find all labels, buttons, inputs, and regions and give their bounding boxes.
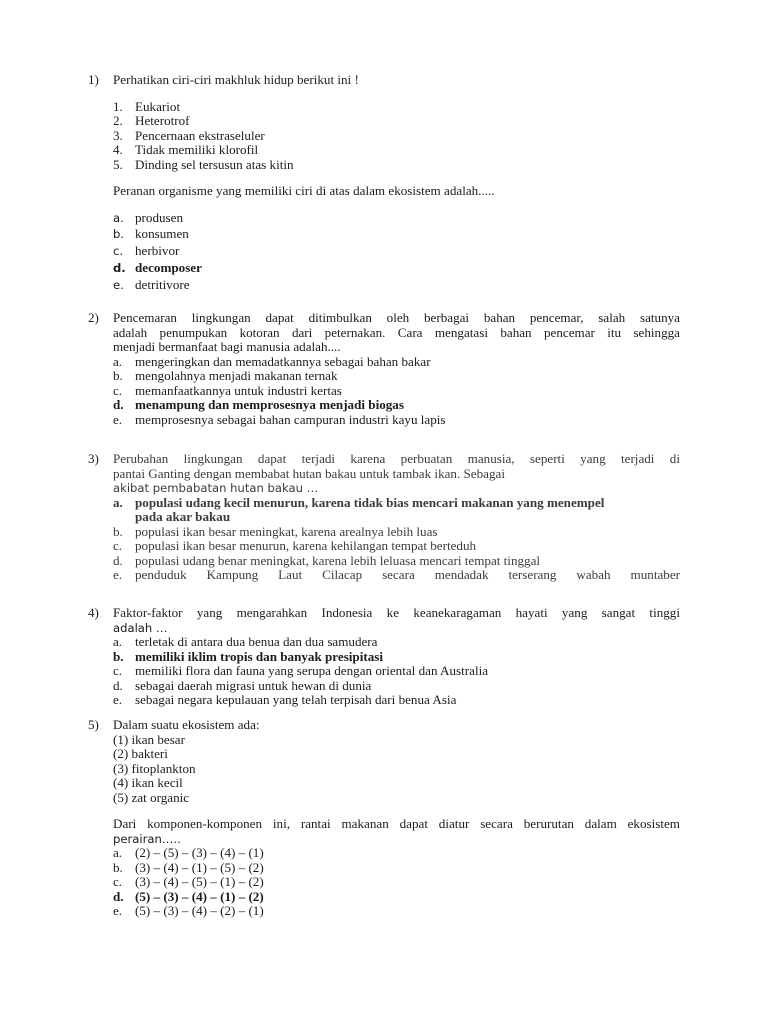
answer-option-b[interactable]: b. konsumen — [113, 226, 189, 242]
answer-option-e[interactable]: e. sebagai negara kepulauan yang telah terpisah dari benua Asia — [113, 692, 457, 707]
question-text: Peranan organisme yang memiliki ciri di atas dalam ekosistem adalah..... — [113, 183, 495, 198]
answer-option-c[interactable]: c. memanfaatkannya untuk industri kertas — [113, 382, 342, 398]
question-stem-line: Dari komponen-komponen ini, rantai makanan dapat diatur secara berurutan dalam ekosistem — [113, 816, 680, 831]
list-item: (3) fitoplankton — [113, 760, 196, 776]
question-stem-line: Pencemaran lingkungan dapat ditimbulkan oleh berbagai bahan pencemar, salah satunya — [113, 310, 680, 325]
question-number: 3) — [88, 451, 99, 466]
list-item: (4) ikan kecil — [113, 775, 183, 790]
list-item: 2. Heterotrof — [113, 113, 190, 128]
question-stem-line: Faktor-faktor yang mengarahkan Indonesia ke keanekaragaman hayati yang sangat tinggi — [113, 605, 680, 620]
question-stem-line: Perubahan lingkungan dapat terjadi karena perbuatan manusia, seperti yang terjadi di — [113, 451, 680, 466]
answer-option-b[interactable]: b. mengolahnya menjadi makanan ternak — [113, 368, 338, 383]
list-item: 3. Pencernaan ekstraseluler — [113, 127, 265, 143]
list-item: (5) zat organic — [113, 789, 190, 805]
answer-option-d[interactable]: d. sebagai daerah migrasi untuk hewan di dunia — [113, 677, 372, 693]
question-3 — [88, 452, 680, 583]
question-number: 5) — [88, 717, 99, 732]
question-5 — [88, 718, 680, 919]
question-number: 4) — [88, 605, 99, 620]
question-stem-line: perairan….. — [113, 831, 181, 846]
answer-option-c[interactable]: c. herbivor — [113, 243, 180, 259]
answer-option-a-correct[interactable]: a. populasi udang kecil menurun, karena tidak bias mencari makanan yang menempel — [113, 494, 605, 510]
question-stem-line: menjadi bermanfaat bagi manusia adalah.... — [113, 339, 341, 354]
question-stem-line: adalah … — [113, 620, 168, 635]
list-item: 5. Dinding sel tersusun atas kitin — [113, 156, 294, 172]
answer-option-c[interactable]: c. populasi ikan besar menurun, karena kehilangan tempat berteduh — [113, 538, 477, 553]
answer-option-c[interactable]: c. memiliki flora dan fauna yang serupa dengan oriental dan Australia — [113, 663, 489, 678]
answer-option-d-correct[interactable]: d. decomposer — [113, 259, 202, 275]
answer-option-e[interactable]: e. (5) – (3) – (4) – (2) – (1) — [113, 903, 264, 918]
question-2 — [88, 311, 680, 427]
answer-option-e[interactable]: e. detritivore — [113, 276, 190, 292]
answer-option-d-correct[interactable]: d. menampung dan memprosesnya menjadi biogas — [113, 397, 404, 412]
answer-option-e[interactable]: e. penduduk Kampung Laut Cilacap secara mendadak terserang wabah muntaber — [113, 567, 680, 582]
list-item: 4. Tidak memiliki klorofil — [113, 142, 259, 157]
list-item: 1. Eukariot — [113, 98, 181, 114]
answer-option-b-correct[interactable]: b. memiliki iklim tropis dan banyak presipitasi — [113, 648, 383, 664]
question-4 — [88, 606, 680, 708]
answer-option-a[interactable]: a. produsen — [113, 209, 184, 225]
answer-option-a[interactable]: a. mengeringkan dan memadatkannya sebagai bahan bakar — [113, 353, 431, 369]
answer-option-a-continued: pada akar bakau — [135, 509, 231, 524]
question-intro: Dalam suatu ekosistem ada: — [113, 717, 260, 732]
answer-option-b[interactable]: b. populasi ikan besar meningkat, karena arealnya lebih luas — [113, 523, 438, 539]
answer-option-d[interactable]: d. populasi udang benar meningkat, karena lebih leluasa mencari tempat tinggal — [113, 552, 541, 568]
question-stem-line: adalah penumpukan kotoran dari peternakan. Cara mengatasi bahan pencemar itu sehingga — [113, 324, 680, 340]
answer-option-c[interactable]: c. (3) – (4) – (5) – (1) – (2) — [113, 874, 264, 889]
answer-option-e[interactable]: e. memprosesnya sebagai bahan campuran industri kayu lapis — [113, 411, 446, 427]
answer-option-d-correct[interactable]: d. (5) – (3) – (4) – (1) – (2) — [113, 888, 264, 904]
list-item: (1) ikan besar — [113, 731, 185, 747]
question-number: 1) — [88, 72, 99, 87]
answer-option-b[interactable]: b. (3) – (4) – (1) – (5) – (2) — [113, 859, 264, 875]
list-item: (2) bakteri — [113, 746, 168, 761]
answer-option-a[interactable]: a. terletak di antara dua benua dan dua samudera — [113, 634, 378, 649]
question-number: 2) — [88, 310, 99, 325]
question-intro: Perhatikan ciri-ciri makhluk hidup berikut ini ! — [113, 72, 359, 87]
answer-option-a[interactable]: a. (2) – (5) – (3) – (4) – (1) — [113, 845, 264, 860]
question-1 — [88, 73, 680, 293]
question-stem-line: akibat pembabatan hutan bakau … — [113, 481, 319, 495]
question-stem-line: pantai Ganting dengan membabat hutan bakau untuk tambak ikan. Sebagai — [113, 465, 505, 481]
